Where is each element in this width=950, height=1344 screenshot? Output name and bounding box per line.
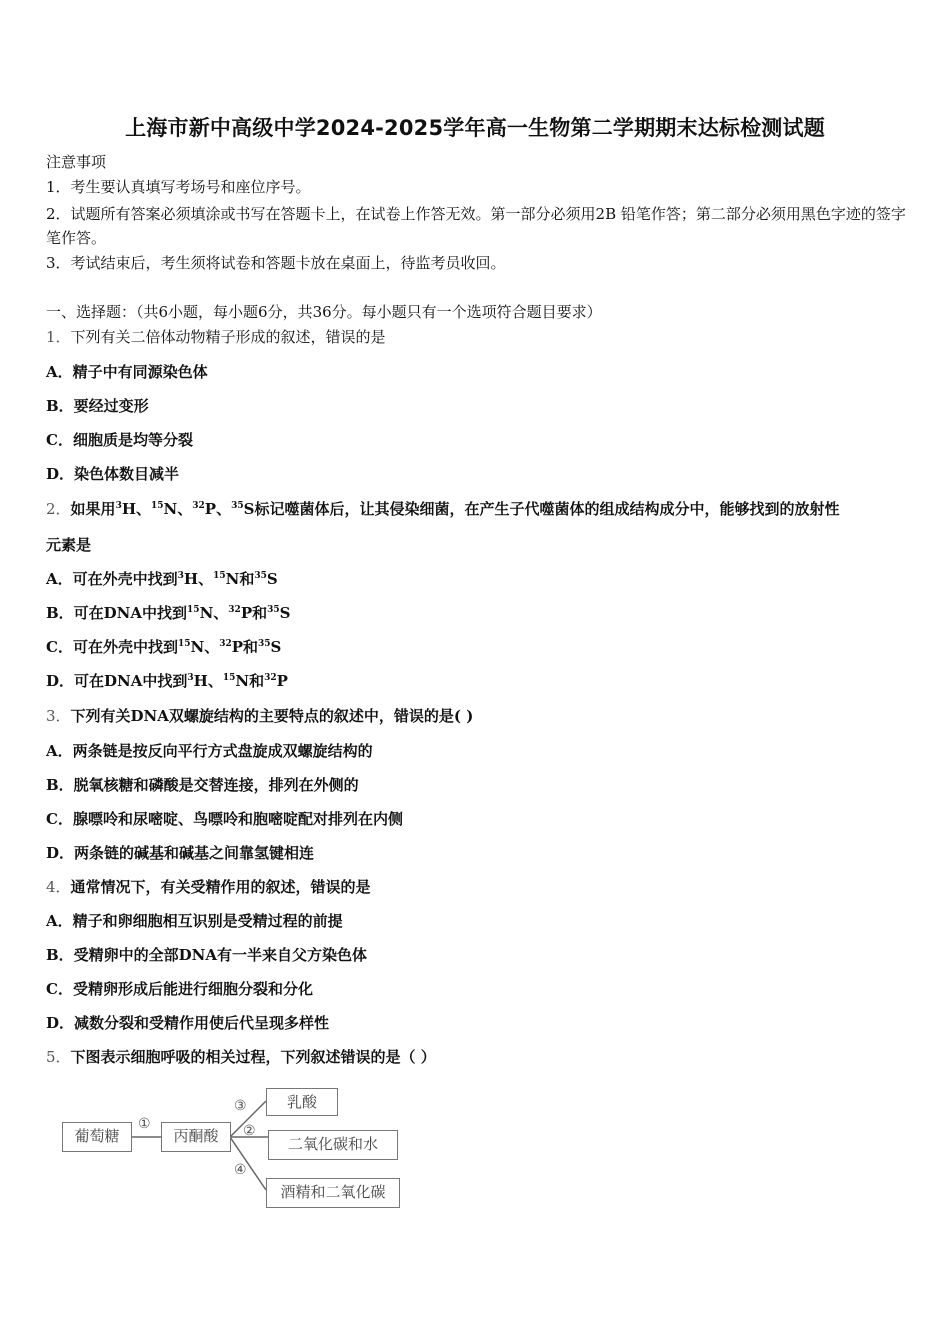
option-1c: C．细胞质是均等分裂 [46, 431, 193, 449]
question-number: 2． [46, 500, 71, 518]
pyruvate-box: 丙酮酸 [161, 1122, 231, 1152]
option-1d: D．染色体数目减半 [46, 465, 180, 483]
question-number: 5． [46, 1048, 71, 1066]
option-2c: C．可在外壳中找到$^{15}$N、$^{32}$P和$^{35}$S [46, 638, 282, 656]
option-3d: D．两条链的碱基和碱基之间靠氢键相连 [46, 844, 315, 862]
option-1b: B．要经过变形 [46, 397, 149, 415]
notice-item-2: 2．试题所有答案必须填涂或书写在答题卡上，在试卷上作答无效。第一部分必须用2B 铅笔作答；第二部分必须用黑色字迹的签字笔作答。 [46, 205, 906, 247]
page-title: 上海市新中高级中学2024-2025学年高一生物第二学期期末达标检测试题 [125, 116, 825, 140]
option-3a: A．两条链是按反向平行方式盘旋成双螺旋结构的 [46, 742, 373, 760]
step-1-label: ① [138, 1116, 151, 1132]
question-stem: 通常情况下，有关受精作用的叙述，错误的是 [70, 878, 371, 896]
lactic-acid-box: 乳酸 [266, 1088, 338, 1116]
respiration-diagram [58, 1090, 408, 1215]
section-heading: 一、选择题：（共6小题，每小题6分，共36分。每小题只有一个选项符合题目要求） [46, 303, 602, 321]
option-1a: A．精子中有同源染色体 [46, 363, 208, 381]
option-3b: B．脱氧核糖和磷酸是交替连接，排列在外侧的 [46, 776, 359, 794]
notice-item-3: 3．考试结束后，考生须将试卷和答题卡放在桌面上，待监考员收回。 [46, 254, 506, 272]
question-3 [46, 706, 908, 726]
question-stem: 下列有关DNA双螺旋结构的主要特点的叙述中，错误的是( ) [70, 707, 474, 725]
glucose-box: 葡萄糖 [62, 1122, 132, 1152]
question-1 [46, 327, 908, 347]
option-2b: B．可在DNA中找到$^{15}$N、$^{32}$P和$^{35}$S [46, 604, 291, 622]
notice-heading: 注意事项 [46, 153, 107, 171]
option-2a: A．可在外壳中找到$^3$H、$^{15}$N和$^{35}$S [46, 570, 278, 588]
question-stem: 下图表示细胞呼吸的相关过程，下列叙述错误的是（ ） [70, 1048, 436, 1066]
step-4-label: ④ [234, 1162, 247, 1178]
question-5 [46, 1047, 908, 1067]
option-3c: C．腺嘌呤和尿嘧啶、鸟嘌呤和胞嘧啶配对排列在内侧 [46, 810, 403, 828]
notice-item-1: 1．考生要认真填写考场号和座位序号。 [46, 178, 311, 196]
option-4a: A．精子和卵细胞相互识别是受精过程的前提 [46, 912, 343, 930]
option-4c: C．受精卵形成后能进行细胞分裂和分化 [46, 980, 313, 998]
step-2-label: ② [243, 1123, 256, 1139]
question-number: 3． [46, 707, 71, 725]
co2-water-box: 二氧化碳和水 [268, 1130, 398, 1160]
question-2-continued: 元素是 [46, 536, 92, 554]
question-4 [46, 877, 908, 897]
question-number: 1． [46, 328, 71, 346]
question-number: 4． [46, 878, 71, 896]
alcohol-co2-box: 酒精和二氧化碳 [266, 1178, 400, 1208]
question-stem: 下列有关二倍体动物精子形成的叙述，错误的是 [70, 328, 386, 346]
option-4d: D．减数分裂和受精作用使后代呈现多样性 [46, 1014, 330, 1032]
option-4b: B．受精卵中的全部DNA有一半来自父方染色体 [46, 946, 368, 964]
question-2: 2．如果用$^3$H、$^{15}$N、$^{32}$P、$^{35}$S标记噬菌体后，让其侵染细菌，在产生子代噬菌体的组成结构成分中，能够找到的放射性 [46, 500, 840, 518]
option-2d: D．可在DNA中找到$^3$H、$^{15}$N和$^{32}$P [46, 672, 288, 690]
step-3-label: ③ [234, 1098, 247, 1114]
